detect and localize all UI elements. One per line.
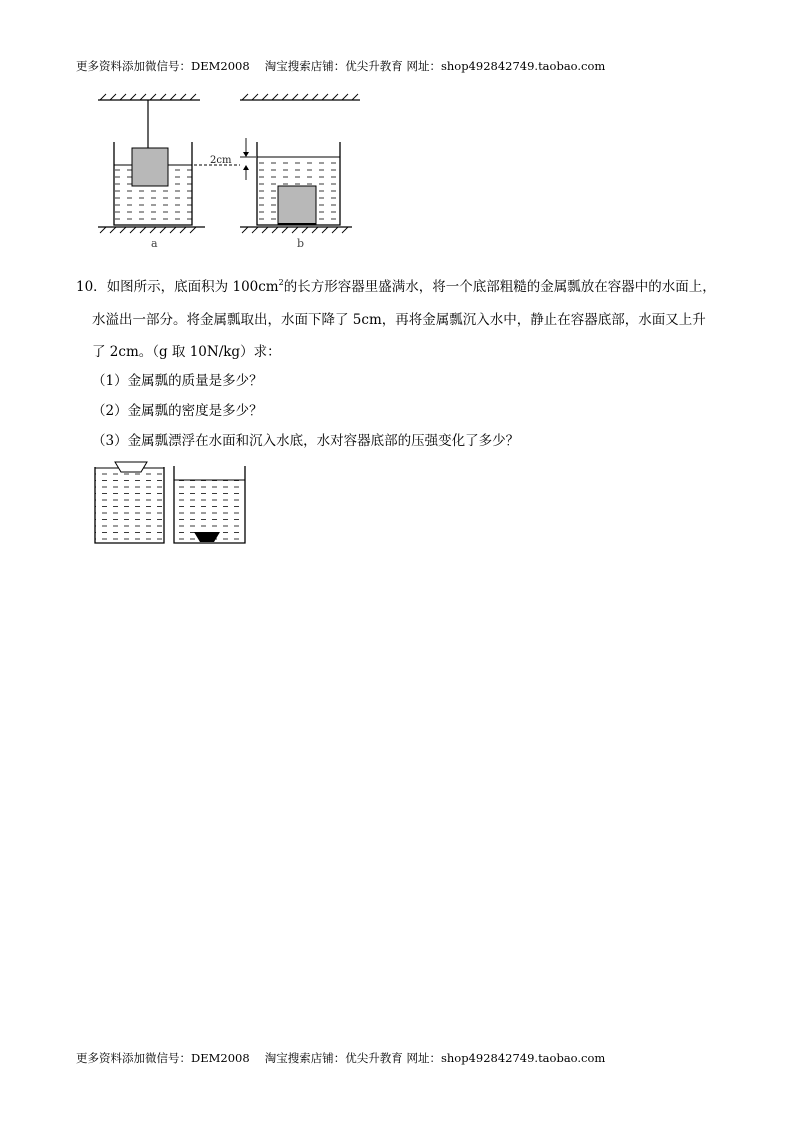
question-line-2: 水溢出一部分。将金属瓢取出，水面下降了 5cm，再将金属瓢沉入水中，静止在容器底部，水面又上升 (92, 312, 706, 328)
superscript: 2 (278, 278, 284, 287)
page-footer: 更多资料添加微信号：DEM2008 淘宝搜索店铺：优尖升教育 网址：shop492842749.taobao.com (76, 1051, 606, 1065)
question-line-3: 了 2cm。（g 取 10N/kg）求： (92, 344, 281, 360)
page-header: 更多资料添加微信号：DEM2008 淘宝搜索店铺：优尖升教育 网址：shop492842749.taobao.com (76, 59, 606, 73)
figure-hanging-block-drawing (90, 90, 370, 250)
figure-label-a: a (151, 237, 158, 250)
question-line-1 (76, 279, 716, 295)
question-number: 10． (76, 279, 107, 295)
sub-question-1: （1）金属瓢的质量是多少？ (92, 373, 263, 389)
figure-hanging-block (90, 90, 370, 250)
sub-question-2: （2）金属瓢的密度是多少？ (92, 403, 263, 419)
dimension-label: 2cm (210, 155, 232, 166)
question-line-1-text: 如图所示，底面积为 100cm (106, 279, 279, 295)
sub-question-3: （3）金属瓢漂浮在水面和沉入水底，水对容器底部的压强变化了多少？ (92, 433, 520, 449)
figure-scoop-drawing (90, 458, 260, 550)
figure-label-b: b (297, 237, 305, 250)
question-line-1-rest: 的长方形容器里盛满水，将一个底部粗糙的金属瓢放在容器中的水面上， (283, 279, 716, 295)
figure-scoop (90, 458, 260, 550)
